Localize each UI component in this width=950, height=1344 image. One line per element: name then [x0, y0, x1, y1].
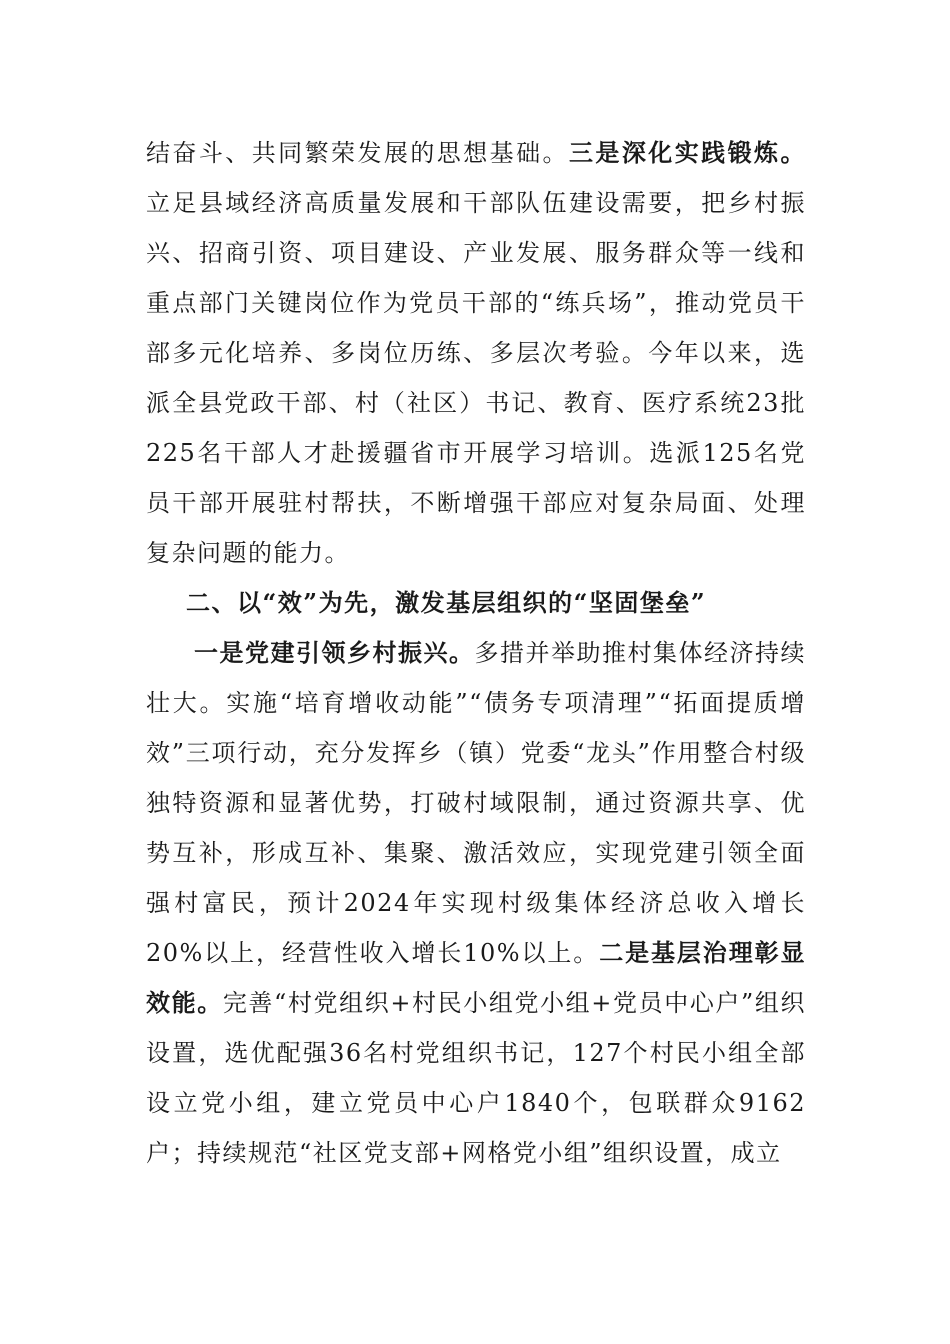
subheading-deepen-practice: 三是深化实践锻炼。: [569, 138, 806, 167]
subheading-grassroots-governance: 二是基层治理彰显效能。: [146, 938, 807, 1017]
paragraph-practice-training: [146, 128, 806, 578]
paragraph-lead-text: 结奋斗、共同繁荣发展的思想基础。: [146, 139, 569, 167]
paragraph-body-text: 立足县域经济高质量发展和干部队伍建设需要，把乡村振兴、招商引资、项目建设、产业发展、服务群众等一线和重点部门关键岗位作为党员干部的“练兵场”，推动党员干部多元化培养、多岗位历练、多层次考验。今年以来，选派全县党政干部、村（社区）书记、教育、医疗系统23批225名干部人才赴援疆省市开展学习培训。选派125名党员干部开展驻村帮扶，不断增强干部应对复杂局面、处理复杂问题的能力。: [146, 189, 806, 567]
section-heading: 二、以“效”为先，激发基层组织的“坚固堡垒”: [186, 588, 707, 617]
paragraph-body-text: 完善“村党组织+村民小组党小组+党员中心户”组织设置，选优配强36名村党组织书记，127个村民小组全部设立党小组，建立党员中心户1840个，包联群众9162户；持续规范“社区党支部+网格党小组”组织设置，成立: [146, 989, 807, 1167]
subheading-party-building-rural: 一是党建引领乡村振兴。: [194, 638, 475, 667]
paragraph-rural-revitalization: [146, 628, 806, 1178]
document-page: [146, 128, 806, 1178]
paragraph-body-text: 多措并举助推村集体经济持续壮大。实施“培育增收动能”“债务专项清理”“拓面提质增效”三项行动，充分发挥乡（镇）党委“龙头”作用整合村级独特资源和显著优势，打破村域限制，通过资源共享、优势互补，形成互补、集聚、激活效应，实现党建引领全面强村富民，预计2024年实现村级集体经济总收入增长20%以上，经营性收入增长10%以上。: [146, 639, 806, 967]
